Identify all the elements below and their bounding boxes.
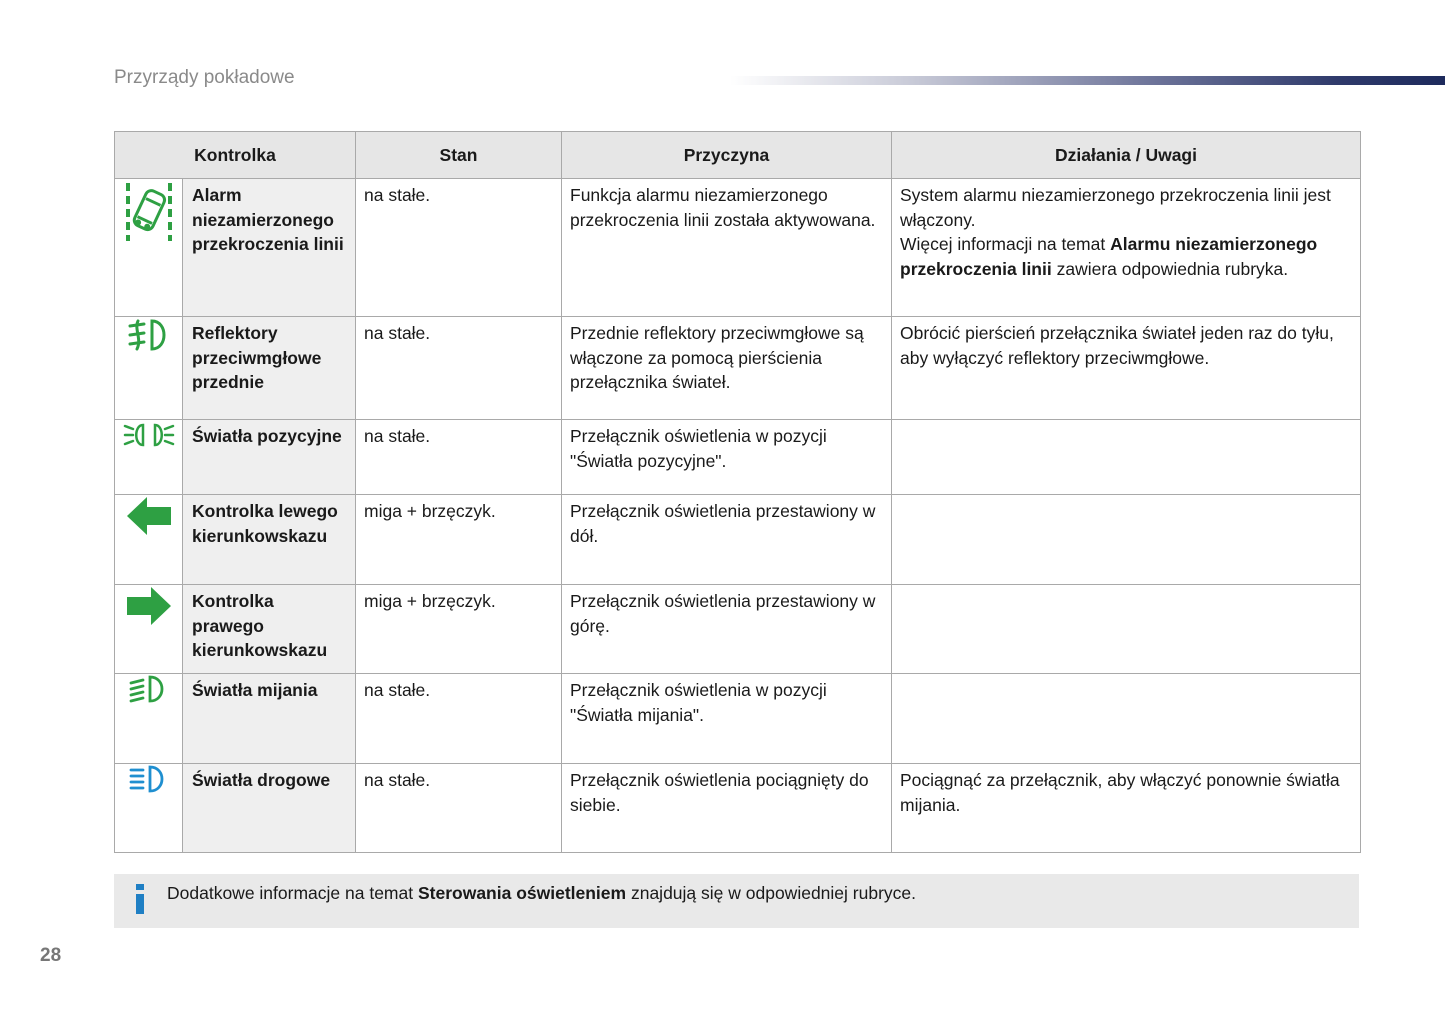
info-text-after: znajdują się w odpowiedniej rubryce. (630, 883, 916, 903)
action-bold-link: Alarmu niezamierzonego przekroczenia linii (900, 234, 1318, 279)
header-gradient-bar (730, 76, 1445, 85)
table-row (115, 585, 1361, 674)
info-note (114, 874, 1359, 928)
info-icon (134, 884, 146, 914)
front-fog-lights-icon (126, 317, 172, 353)
table-header-row (115, 132, 1361, 179)
action-cell: Pociągnąć za przełącznik, aby włączyć ponownie światła mijania. (892, 764, 1361, 853)
warning-light-name: Kontrolka lewego kierunkowskazu (183, 495, 356, 585)
info-text-before: Dodatkowe informacje na temat (167, 883, 414, 903)
state-cell: na stałe. (356, 674, 562, 764)
cause-cell: Przełącznik oświetlenia w pozycji "Światła mijania". (562, 674, 892, 764)
right-arrow-icon (125, 585, 173, 627)
action-cell: Obrócić pierścień przełącznika świateł jeden raz do tyłu, aby wyłączyć reflektory przeciwmgłowe. (892, 317, 1361, 420)
info-text (167, 881, 916, 905)
column-header-przyczyna: Przyczyna (562, 132, 892, 179)
left-arrow-icon (125, 495, 173, 537)
warning-lights-table (114, 131, 1361, 853)
action-text: System alarmu niezamierzonego przekroczenia linii jest włączony. (900, 185, 1331, 230)
cause-cell: Przednie reflektory przeciwmgłowe są włączone za pomocą pierścienia przełącznika świateł. (562, 317, 892, 420)
cause-cell: Funkcja alarmu niezamierzonego przekroczenia linii została aktywowana. (562, 179, 892, 317)
table-row (115, 179, 1361, 317)
action-cell (892, 420, 1361, 495)
cause-cell: Przełącznik oświetlenia przestawiony w górę. (562, 585, 892, 674)
state-cell: miga + brzęczyk. (356, 585, 562, 674)
info-text-bold: Sterowania oświetleniem (417, 883, 627, 903)
table-row (115, 674, 1361, 764)
column-header-kontrolka: Kontrolka (115, 132, 356, 179)
state-cell: na stałe. (356, 420, 562, 495)
action-cell (892, 179, 1361, 317)
state-cell: na stałe. (356, 764, 562, 853)
action-cell (892, 585, 1361, 674)
table-row (115, 317, 1361, 420)
table-row (115, 420, 1361, 495)
column-header-dzialania: Działania / Uwagi (892, 132, 1361, 179)
cause-cell: Przełącznik oświetlenia pociągnięty do siebie. (562, 764, 892, 853)
cause-cell: Przełącznik oświetlenia w pozycji "Światła pozycyjne". (562, 420, 892, 495)
action-cell (892, 495, 1361, 585)
action-cell (892, 674, 1361, 764)
cause-cell: Przełącznik oświetlenia przestawiony w dół. (562, 495, 892, 585)
section-title: Przyrządy pokładowe (114, 67, 295, 88)
warning-light-name: Alarm niezamierzonego przekroczenia linii (183, 179, 356, 317)
state-cell: miga + brzęczyk. (356, 495, 562, 585)
warning-light-name: Światła mijania (183, 674, 356, 764)
warning-light-name: Światła pozycyjne (183, 420, 356, 495)
table-row (115, 764, 1361, 853)
warning-light-name: Kontrolka prawego kierunkowskazu (183, 585, 356, 674)
warning-light-name: Reflektory przeciwmgłowe przednie (183, 317, 356, 420)
high-beam-icon (128, 764, 170, 794)
table-row (115, 495, 1361, 585)
state-cell: na stałe. (356, 179, 562, 317)
state-cell: na stałe. (356, 317, 562, 420)
position-lights-icon (123, 420, 175, 450)
lane-departure-icon (123, 179, 175, 243)
action-text: Więcej informacji na temat (900, 234, 1106, 254)
action-text: zawiera odpowiednia rubryka. (1056, 258, 1289, 279)
warning-light-name: Światła drogowe (183, 764, 356, 853)
page-number: 28 (40, 945, 62, 966)
column-header-stan: Stan (356, 132, 562, 179)
low-beam-icon (128, 674, 170, 704)
